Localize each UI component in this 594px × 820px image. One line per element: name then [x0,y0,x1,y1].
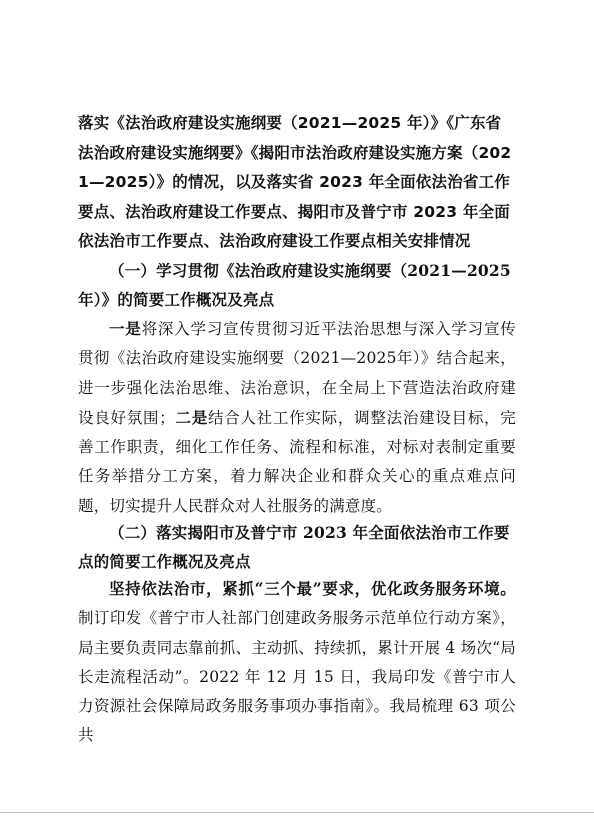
section-2-paragraph [78,574,516,751]
section-title-1: （一）学习贯彻《法治政府建设实施纲要（2021—2025 年）》的简要工作概况及亮点 [78,261,511,309]
paragraph-text-2: 结合人社工作实际，调整法治建设目标，完善工作职责，细化工作任务、流程和标准，对标对表制定重要任务举措分工方案，着力解决企业和群众关心的重点难点问题，切实提升人民群众对人社服务的满意度。 [78,408,517,515]
lead-phrase-3: 坚持依法治市，紧抓“三个最”要求，优化政务服务环境。 [109,579,516,598]
page-bottom-rule [0,812,594,813]
document-heading: 落实《法治政府建设实施纲要（2021—2025 年）》《广东省法治政府建设实施纲要》《揭阳市法治政府建设实施方案（2021—2025）》的情况，以及落实省 2023 年全面依法治省工作要点、法治政府建设工作要点、揭阳市及普宁市 2023 年全面依法治市工作要点、法治政府建设工作要点相关安排情况 [78,114,512,250]
paragraph-text-3: 制订印发《普宁市人社部门创建政务服务示范单位行动方案》，局主要负责同志靠前抓、主动抓、持续抓，累计开展 4 场次“局长走流程活动”。2022 年 12 月 15 日，我局印发《普宁市人力资源社会保障局政务服务事项办事指南》。我局梳理 63 项公共 [78,609,516,745]
paragraph-text-1: 将深入学习宣传贯彻习近平法治思想与深入学习宣传贯彻《法治政府建设实施纲要（2021—2025年）》结合起来，进一步强化法治思维、法治意识，在全局上下营造法治政府建设良好氛围； [78,320,516,427]
lead-phrase-1: 一是 [109,319,142,338]
section-title-2: （二）落实揭阳市及普宁市 2023 年全面依法治市工作要点的简要工作概况及亮点 [78,523,510,571]
section-1-paragraph [78,314,516,521]
lead-phrase-2: 二是 [174,407,208,427]
